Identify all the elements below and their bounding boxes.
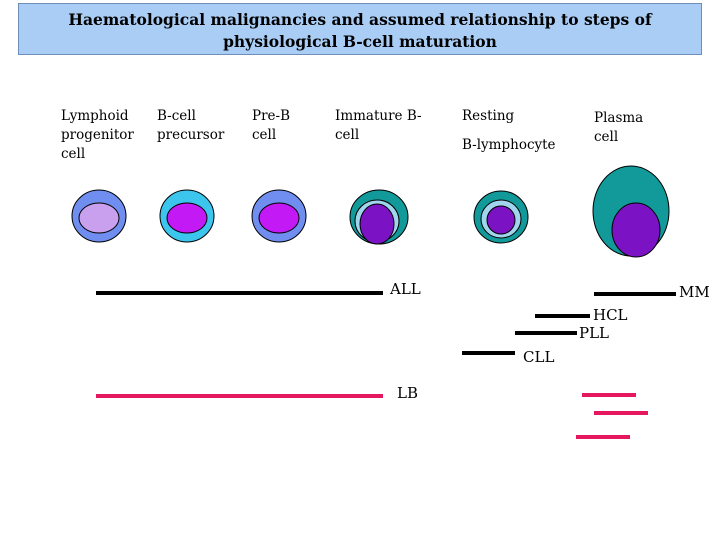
all-label: ALL [390, 280, 421, 298]
hcl-line [535, 314, 590, 318]
hcl-label: HCL [593, 306, 628, 324]
plasma-cell [590, 164, 672, 260]
pll-label: PLL [579, 324, 610, 342]
cll-label: CLL [523, 348, 555, 366]
pink-line-2 [594, 411, 648, 415]
all-line [96, 291, 383, 295]
stage-label-resting-b-lymphocyte: Resting B-lymphocyte [462, 108, 556, 153]
lymphoid-progenitor-cell [70, 188, 130, 244]
stage-label-lymphoid-progenitor: Lymphoid progenitor cell [61, 108, 134, 162]
pink-line-3 [576, 435, 630, 439]
b-cell-precursor-cell [158, 188, 218, 244]
cll-line [462, 351, 515, 355]
pre-b-cell [250, 188, 310, 244]
title-line-2: physiological B-cell maturation [223, 32, 497, 51]
pll-line [515, 331, 577, 335]
lb-label: LB [397, 384, 418, 402]
title-box [18, 3, 702, 55]
immature-b-cell [346, 188, 412, 250]
mm-label: MM [679, 283, 710, 301]
mm-line [594, 292, 676, 296]
resting-b-lymphocyte-cell [471, 188, 531, 246]
title-line-1: Haematological malignancies and assumed relationship to steps of [68, 10, 652, 29]
pink-line-1 [582, 393, 636, 397]
stage-label-plasma-cell: Plasma cell [594, 110, 644, 145]
stage-label-b-cell-precursor: B-cell precursor [157, 108, 225, 143]
lb-line [96, 394, 383, 398]
stage-label-pre-b-cell: Pre-B cell [252, 108, 291, 143]
stage-label-immature-b-cell: Immature B- cell [335, 108, 422, 143]
